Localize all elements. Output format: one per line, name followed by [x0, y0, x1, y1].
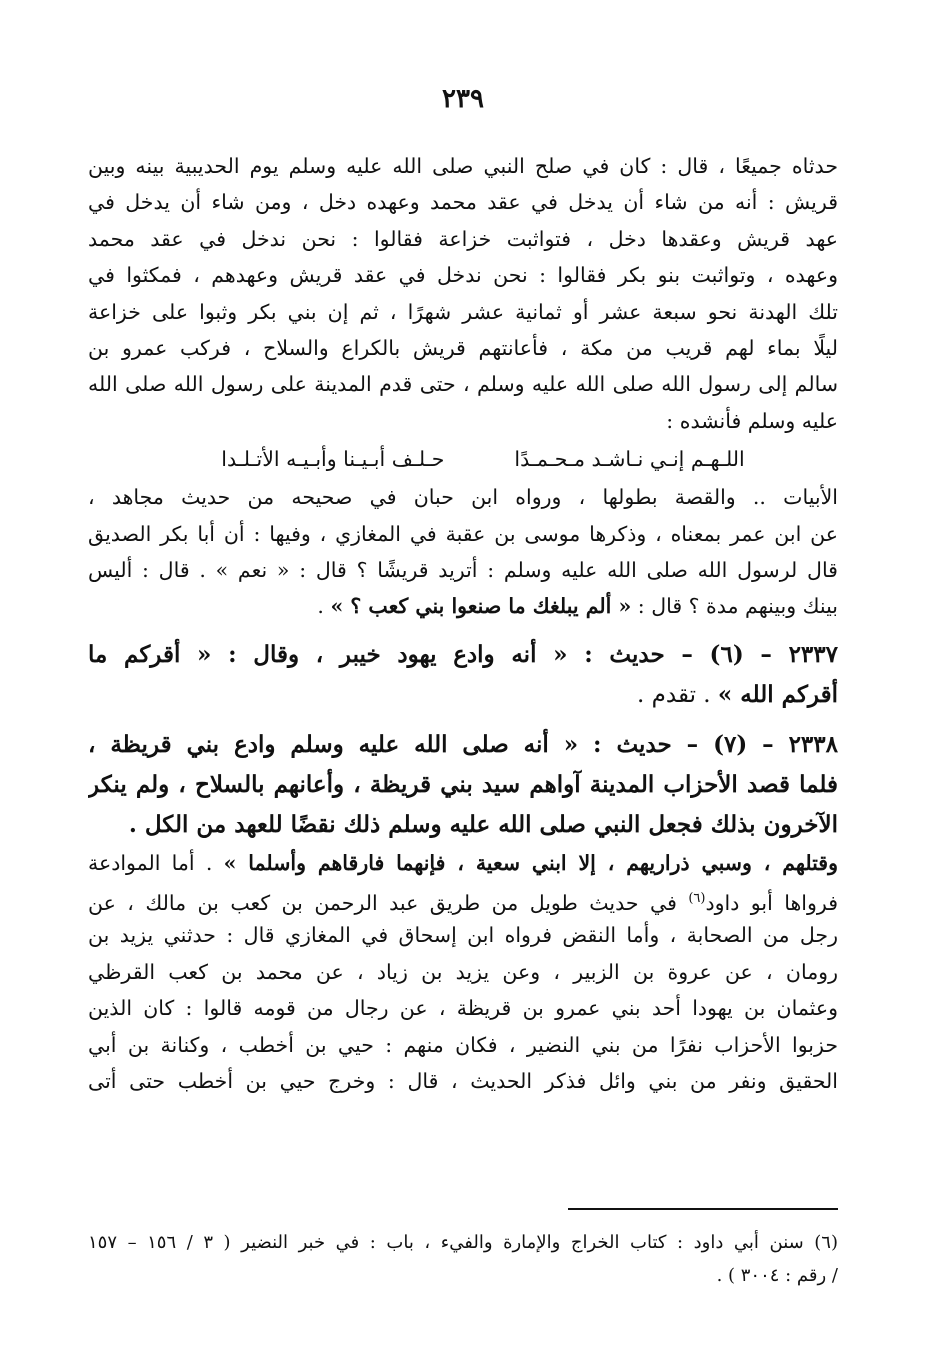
text-line: سالم إلى رسول الله صلى الله عليه وسلم ، حتى قدم المدينة على رسول الله صلى الله: [88, 372, 838, 397]
verse-second-hemistich: حـلـف أبـيـنا وأبـيـه الأتـلـدا: [221, 447, 445, 472]
text-line: الحقيق ونفر من بني وائل فذكر الحديث ، قال : وخرج حيي بن أخطب حتى أتى: [88, 1069, 838, 1094]
page-number: ٢٣٩: [442, 84, 484, 114]
text-line: رومان ، عن عروة بن الزبير ، وعن يزيد بن زياد ، عن محمد بن كعب القرظي: [88, 959, 838, 984]
text-line-mixed: [88, 845, 838, 881]
quote-bold: أقركم الله »: [717, 680, 838, 708]
footnote-marker: (٦): [688, 891, 706, 907]
text-line: رجل من الصحابة ، وأما النقض فرواه ابن إسحاق في المغازي قال : حدثني يزيد بن: [88, 923, 838, 948]
text-tail: . أما الموادعة: [88, 850, 224, 875]
hadith-2338-bold-line: فلما قصد الأحزاب المدينة آواهم سيد بني قريظة ، وأعانهم بالسلاح ، ولم ينكر: [88, 770, 838, 798]
main-text: [88, 148, 838, 1099]
footnote-divider: [568, 1208, 838, 1210]
text-line-mixed: [88, 588, 838, 624]
hadith-2338-heading: ٢٣٣٨ – (٧) – حديث : « أنه صلى الله عليه وسلم وادع بني قريظة ،: [88, 730, 838, 758]
text-line: حزبوا الأحزاب نفرًا من بني النضير ، فكان منهم : حيي بن أخطب ، وكنانة بن أبي: [88, 1032, 838, 1057]
footnotes: [88, 1226, 838, 1292]
text-plain: بينك وبينهم مدة ؟ قال :: [631, 594, 838, 619]
poem-verse: [88, 439, 838, 479]
hadith-2338-bold-line: الآخرون بذلك فجعل النبي صلى الله عليه وسلم ذلك نقضًا للعهد من الكل .: [128, 810, 838, 838]
text-line-with-ref: [88, 881, 838, 917]
footnote-line: (٦) سنن أبي داود : كتاب الخراج والإمارة والفيء ، باب : في خبر النضير ( ٣ / ١٥٦ – ١٥٧: [88, 1232, 838, 1253]
verse-first-hemistich: اللـهـم إنـي نـاشـد مـحـمـدًا: [514, 447, 745, 472]
text-tail: .: [317, 594, 331, 619]
footnote-line: / رقم : ٣٠٠٤ ) .: [716, 1265, 838, 1286]
text-line: قال لرسول الله صلى الله عليه وسلم : أتريد قريشًا ؟ قال : « نعم » . قال : أليس: [88, 557, 838, 582]
text-plain: فرواها أبو داود: [705, 890, 838, 915]
hadith-2337-line2: [88, 675, 838, 715]
text-line: عن ابن عمر بمعناه ، وذكرها موسى بن عقبة في المغازي ، وفيها : أن أبا بكر الصديق: [88, 521, 838, 546]
text-line: ليلًا بماء لهم قريب من مكة ، فأعانتهم قريش بالكراع والسلاح ، فركب عمرو بن: [88, 335, 838, 360]
text-line: عليه وسلم فأنشده :: [666, 408, 838, 433]
text-line: عهد قريش وعقدها دخل ، فتواثبت خزاعة فقالوا : نحن ندخل في عقد محمد: [88, 226, 838, 251]
text-line: الأبيات .. والقصة بطولها ، ورواه ابن حبان في صحيحه من حديث مجاهد ،: [88, 485, 838, 510]
text-plain: في حديث طويل من طريق عبد الرحمن بن كعب بن مالك ، عن: [88, 890, 689, 915]
text-line: تلك الهدنة نحو سبعة عشر أو ثمانية عشر شهرًا ، ثم إن بني بكر وثبوا على خزاعة: [88, 299, 838, 324]
hadith-2337-heading: ٢٣٣٧ – (٦) – حديث : « أنه وادع يهود خيبر ، وقال : « أقركم ما: [88, 640, 838, 668]
text-line: وعهده ، وتواثبت بنو بكر فقالوا : نحن ندخل في عقد قريش وعهدهم ، فمكثوا في: [88, 263, 838, 288]
quote-bold: وقتلهم ، وسبي ذراريهم ، إلا ابني سعية ، فإنهما فارقاهم وأسلما »: [223, 850, 838, 875]
text-line: قريش : أنه من شاء أن يدخل في عقد محمد وعهده دخل ، ومن شاء أن يدخل في: [88, 190, 838, 215]
text-line: حدثاه جميعًا ، قال : كان في صلح النبي صلى الله عليه وسلم يوم الحديبية بينه وبين: [88, 154, 838, 178]
text-tail: . تقدم .: [637, 681, 718, 708]
quote-bold: « ألم يبلغك ما صنعوا بني كعب ؟ »: [330, 594, 632, 619]
text-line: وعثمان بن يهودا أحد بني عمرو بن قريظة ، عن رجال من قومه قالوا : كان الذين: [88, 996, 838, 1021]
